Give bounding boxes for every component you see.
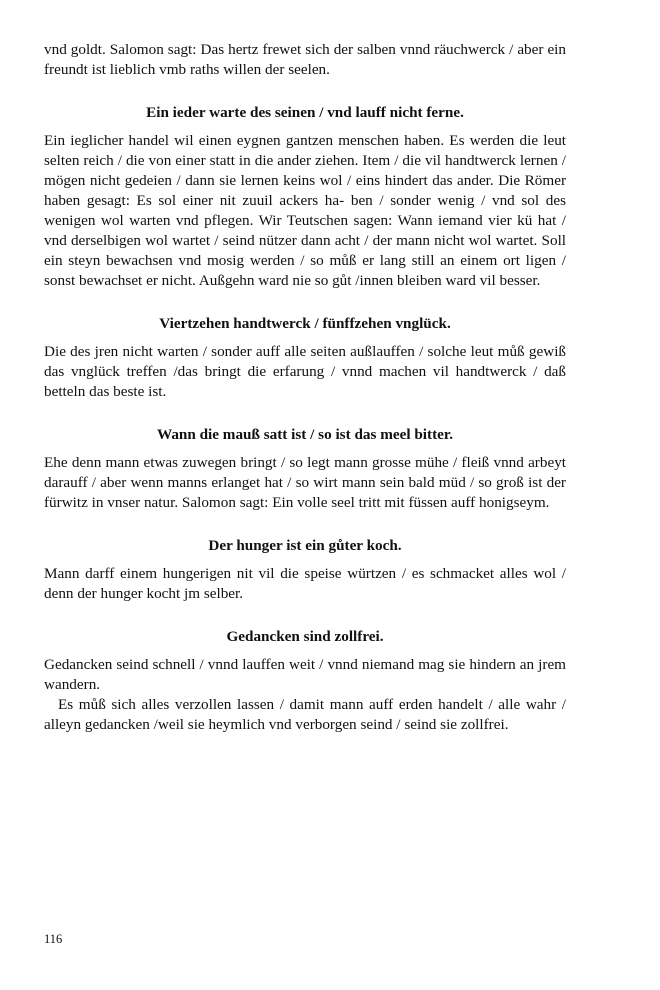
text-line: Ein ieglicher handel wil einen eygnen gantzen menschen haben. Es werden <box>44 132 515 149</box>
text-line: vnnd arbeyt darauff / aber wenn manns erlanget hat / so wirt mann sein bald <box>44 454 567 491</box>
section-paragraph <box>44 131 566 291</box>
section-paragraph <box>44 342 566 402</box>
section-paragraph <box>44 564 566 604</box>
text-line: Teutschen sagen: Wann iemand vier kü hat / vnd derselbigen wol wartet / <box>44 212 566 249</box>
text-line: handtwerck / daß betteln das beste ist. <box>44 363 567 400</box>
text-line: mit füssen auff honigseym. <box>384 494 550 511</box>
text-line: Gedancken seind schnell / vnnd lauffen weit / vnnd niemand mag sie hindern <box>44 656 516 673</box>
text-line: aber ein freundt ist lieblich vmb raths willen der seelen. <box>44 41 566 78</box>
text-line: zollfrei. <box>460 716 509 733</box>
text-line: Es můß sich alles verzollen lassen / damit mann auff erden handelt / alle <box>58 696 521 713</box>
section-paragraph <box>44 695 566 735</box>
text-line: hindert das ander. Die Römer haben gesagt: Es sol einer nit zuuil ackers ha- <box>44 172 567 209</box>
text-line: wahr / alleyn gedancken /weil sie heymlich vnd verborgen seind / seind sie <box>44 696 566 733</box>
text-line: ben / sonder wenig / vnd sol des wenigen wol warten vnd pflegen. Wir <box>44 192 567 229</box>
text-line: müd / so groß ist der fürwitz in vnser natur. Salomon sagt: Ein volle seel tritt <box>44 474 566 511</box>
section-paragraph <box>44 655 566 695</box>
text-line: Die des jren nicht warten / sonder auff alle seiten außlauffen / solche leut <box>44 343 494 360</box>
text-line: můß gewiß das vnglück treffen /das bringt die erfarung / vnnd machen vil <box>44 343 567 380</box>
text-line: an jrem wandern. <box>44 656 566 693</box>
text-line: Ehe denn mann etwas zuwegen bringt / so legt mann grosse mühe / fleiß <box>44 454 490 471</box>
text-line: Mann darff einem hungerigen nit vil die speise würtzen / es schmacket alles <box>44 565 528 582</box>
text-line: handtwerck lernen / mögen nicht gedeien / dann sie lernen keins wol / eins <box>44 152 567 189</box>
text-column <box>44 40 566 735</box>
section-heading: Ein ieder warte des seinen / vnd lauff nicht ferne. <box>146 104 464 121</box>
section-paragraph <box>44 453 566 513</box>
text-line: vnd goldt. Salomon sagt: Das hertz frewet sich der salben vnnd räuchwerck / <box>44 41 514 58</box>
text-line: er nicht. Außgehn ward nie so gůt /innen bleiben ward vil besser. <box>146 272 541 289</box>
section-heading: Gedancken sind zollfrei. <box>226 628 384 645</box>
text-line: wol / denn der hunger kocht jm selber. <box>44 565 567 602</box>
text-line: seind nützer dann acht / der mann nicht wol wartet. Soll ein steyn bewachsen <box>44 232 567 269</box>
section-heading: Wann die mauß satt ist / so ist das meel bitter. <box>156 426 454 443</box>
page-number: 116 <box>44 932 63 946</box>
section-heading: Der hunger ist ein gůter koch. <box>208 537 402 554</box>
text-line: die leut selten reich / die von einer statt in die ander ziehen. Item / die vil <box>44 132 567 169</box>
intro-paragraph <box>44 40 566 80</box>
text-line: vnd mosig werden / so můß er lang still an einem ort ligen / sonst bewachset <box>44 252 567 289</box>
section-heading: Viertzehen handtwerck / fünffzehen vnglück. <box>159 315 451 332</box>
